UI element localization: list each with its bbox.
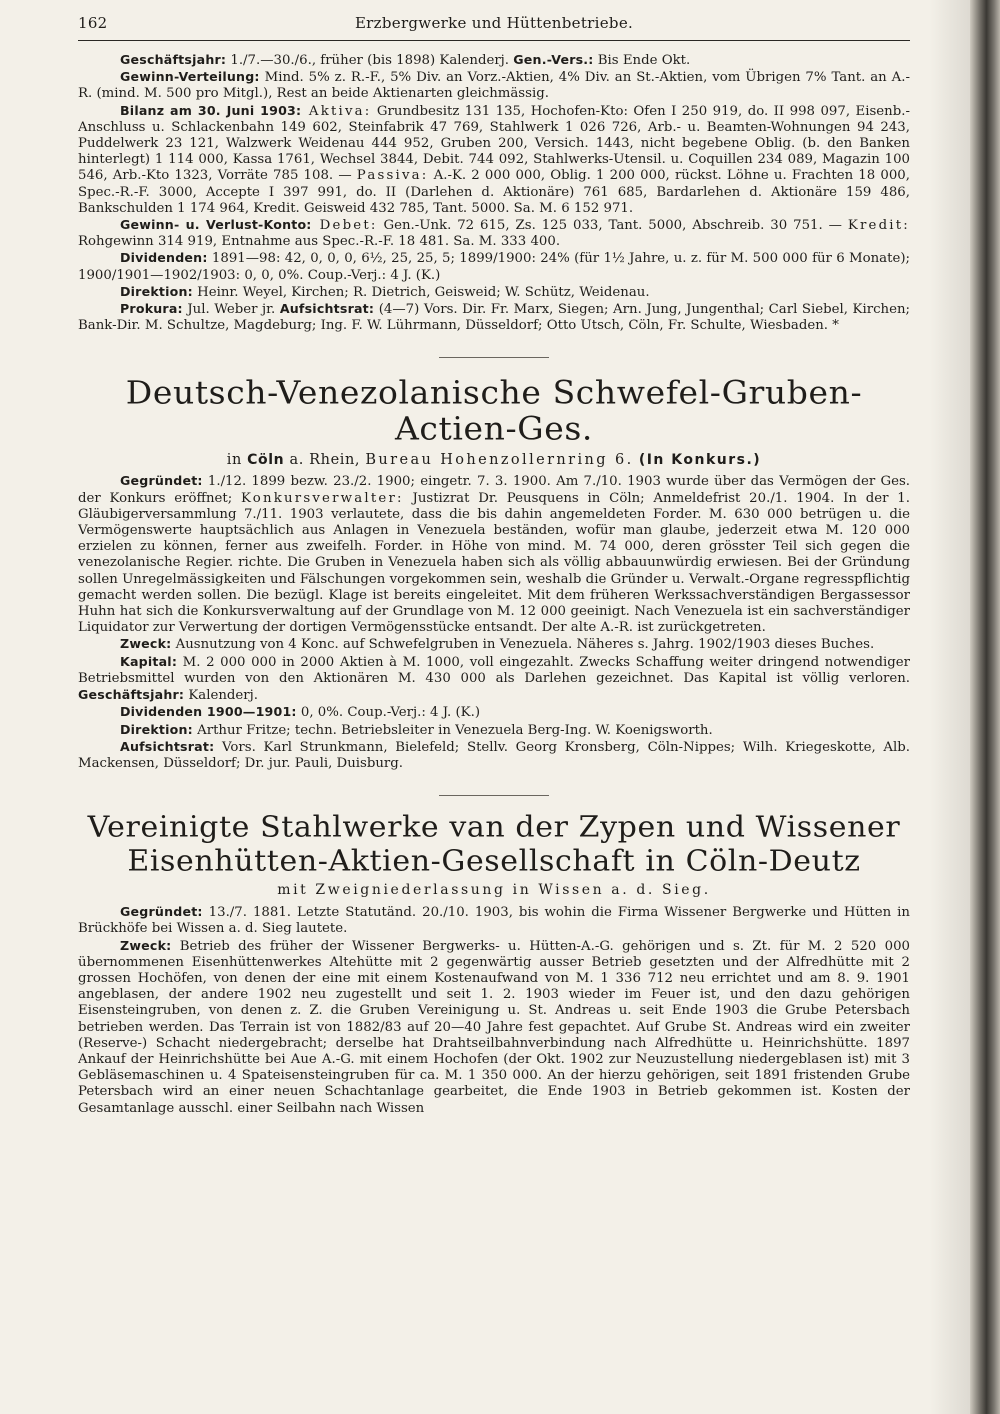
entry-paragraph: Zweck: Betrieb des früher der Wissener Bergwerks- u. Hütten-A.-G. gehörigen und s. Zt. für M. 2 520 000 übernommenen Eisenhüttenwerkes Altehütte mit 2 gegenwärtig ausser Betrieb gesetzten und der Alfredhütte mit 2 grossen Hochöfen, von denen der eine mit einem Kostenaufwand von M. 1 336 712 neu errichtet und am 8. 9. 1901 angeblasen, der andere 1902 neu zugestellt und seit 1. 2. 1903 wieder im Feuer ist, und den dazu gehörigen Eisensteingruben, von denen z. Z. die Gruben Vereinigung u. St. Andreas u. seit Ende 1903 die Grube Petersbach betrieben werden. Das Terrain ist von 1882/83 auf 20—40 Jahre fest gepachtet. Auf Grube St. Andreas wird ein zweiter (Reserve-) Schacht niedergebracht; derselbe hat Drahtseilbahnverbindung nach Alfredhütte u. Heinrichshütte. 1897 Ankauf der Heinrichshütte bei Aue A.-G. mit einem Hochofen (der Okt. 1902 zur Neuzustellung niedergeblasen ist) mit 3 Gebläsemaschinen u. 4 Spateisensteingruben für ca. M. 1 350 000. An der hierzu gehörigen, seit 1891 fristenden Grube Petersbach wird an einer neuen Schachtanlage gearbeitet, die Ende 1903 in Betrieb gekommen ist. Kosten der Gesamtanlage ausschl. einer Seilbahn nach Wissen	[78, 937, 910, 1116]
page-gutter-shadow	[930, 0, 970, 1414]
status-badge: (In Konkurs.)	[638, 452, 762, 469]
entry-paragraph: Geschäftsjahr: 1./7.—30./6., früher (bis 1898) Kalenderj. Gen.-Vers.: Bis Ende Okt.	[120, 52, 691, 68]
entry-paragraph: Bilanz am 30. Juni 1903: Aktiva: Grundbesitz 131 135, Hochofen-Kto: Ofen I 250 919, do. II 998 097, Eisenb.-Anschluss u. Schlackenbahn 149 602, Steinfabrik 47 769, Stahlwerk 1 026 726, Arb.- u. Beamten-Wohnungen 94 243, Puddelwerk 23 121, Walzwerk Weidenau 444 952, Gruben 200, Versich. 1443, nicht begebene Oblig. (b. den Banken hinterlegt) 1 114 000, Kassa 1761, Wechsel 3844, Debit. 744 092, Stahlwerks-Utensil. u. Coquillen 234 089, Magazin 100 546, Arb.-Kto 1323, Vorräte 785 108. — Passiva: A.-K. 2 000 000, Oblig. 1 200 000, rückst. Löhne u. Frachten 18 000, Spec.-R.-F. 3000, Accepte I 397 991, do. II (Darlehen d. Aktionäre) 761 685, Bardarlehen d. Aktionäre 159 486, Bankschulden 1 174 964, Kredit. Geisweid 432 785, Tant. 5000. Sa. M. 6 152 971.	[78, 102, 910, 216]
document-page	[78, 10, 910, 1406]
running-header	[78, 10, 910, 41]
section-divider	[439, 795, 549, 796]
company-entry-1	[78, 52, 910, 334]
entry-paragraph: Dividenden: 1891—98: 42, 0, 0, 0, 6½, 25, 25, 5; 1899/1900: 24% (für 1½ Jahre, u. z. für M. 500 000 für 6 Monate); 1900/1901—1902/1903: 0, 0, 0%. Coup.-Verj.: 4 J. (K.)	[78, 250, 910, 283]
book-spine	[970, 0, 1000, 1414]
entry-paragraph: Direktion: Arthur Fritze; techn. Betriebsleiter in Venezuela Berg-Ing. W. Koenigsworth.	[120, 721, 713, 738]
entry-paragraph: Direktion: Heinr. Weyel, Kirchen; R. Dietrich, Geisweid; W. Schütz, Weidenau.	[120, 283, 650, 300]
company-title: Deutsch-Venezolanische Schwefel-Gruben-Actien-Ges.	[125, 374, 863, 448]
company-title-line-2: Eisenhütten-Aktien-Gesellschaft in Cöln-Deutz	[127, 845, 861, 879]
entry-paragraph: Gewinn-Verteilung: Mind. 5% z. R.-F., 5% Div. an Vorz.-Aktien, 4% Div. an St.-Aktien, vom Übrigen 7% Tant. an A.-R. (mind. M. 500 pro Mitgl.), Rest an beide Aktienarten gleichmässig.	[78, 69, 910, 102]
running-title: Erzbergwerke und Hüttenbetriebe.	[354, 14, 634, 32]
company-subtitle: mit Zweigniederlassung in Wissen a. d. Sieg.	[277, 882, 711, 899]
section-divider	[439, 357, 549, 358]
entry-paragraph: Dividenden 1900—1901: 0, 0%. Coup.-Verj.: 4 J. (K.)	[120, 704, 481, 721]
company-entry-3	[78, 904, 910, 1117]
entry-paragraph: Gewinn- u. Verlust-Konto: Debet: Gen.-Unk. 72 615, Zs. 125 033, Tant. 5000, Abschreib. 30 751. — Kredit: Rohgewinn 314 919, Entnahme aus Spec.-R.-F. 18 481. Sa. M. 333 400.	[78, 217, 910, 250]
company-location: in Cöln a. Rhein, Bureau Hohenzollernring 6. (In Konkurs.)	[226, 452, 762, 469]
company-title-line-1: Vereinigte Stahlwerke van der Zypen und Wissener	[87, 811, 901, 845]
page-number: 162	[78, 14, 108, 32]
entry-paragraph: Prokura: Jul. Weber jr. Aufsichtsrat: (4—7) Vors. Dir. Fr. Marx, Siegen; Arn. Jung, Jungenthal; Carl Siebel, Kirchen; Bank-Dir. M. Schultze, Magdeburg; Ing. F. W. Lührmann, Düsseldorf; Otto Utsch, Cöln, Fr. Schulte, Wiesbaden. *	[78, 301, 910, 334]
entry-paragraph: Aufsichtsrat: Vors. Karl Strunkmann, Bielefeld; Stellv. Georg Kronsberg, Cöln-Nippes; Wilh. Kriegeskotte, Alb. Mackensen, Düsseldorf; Dr. jur. Pauli, Duisburg.	[78, 738, 910, 771]
company-entry-2	[78, 473, 910, 772]
entry-paragraph: Kapital: M. 2 000 000 in 2000 Aktien à M. 1000, voll eingezahlt. Zwecks Schaffung weiter dringend notwendiger Betriebsmittel wurden von den Aktionären M. 430 000 als Darlehen gezeichnet. Das Kapital ist völlig verloren. Geschäftsjahr: Kalenderj.	[78, 653, 910, 704]
entry-paragraph: Gegründet: 13./7. 1881. Letzte Statutänd. 20./10. 1903, bis wohin die Firma Wissener Bergwerke und Hütten in Brückhöfe bei Wissen a. d. Sieg lautete.	[78, 904, 910, 937]
entry-paragraph: Zweck: Ausnutzung von 4 Konc. auf Schwefelgruben in Venezuela. Näheres s. Jahrg. 1902/1903 dieses Buches.	[120, 636, 875, 653]
company-title-block	[78, 811, 910, 879]
entry-paragraph: Gegründet: 1./12. 1899 bezw. 23./2. 1900; eingetr. 7. 3. 1900. Am 7./10. 1903 wurde über das Vermögen der Ges. der Konkurs eröffnet; Konkursverwalter: Justizrat Dr. Peusquens in Cöln; Anmeldefrist 20./1. 1904. In der 1. Gläubigerversammlung 7./11. 1903 verlautete, dass die bis dahin angemeldeten Forder. M. 630 000 betrügen u. die Vermögenswerte hauptsächlich aus Anlagen in Venezuela beständen, wofür man glaube, jederzeit etwa M. 120 000 erzielen zu können, ferner aus zweifelh. Forder. in Höhe von mind. M. 74 000, deren grösster Teil sich gegen die venezolanische Regier. richte. Die Gruben in Venezuela haben sich als völlig abbauunwürdig erwiesen. Bei der Gründung sollen Unregelmässigkeiten und Fälschungen vorgekommen sein, weshalb die Gründer u. Verwalt.-Organe regresspflichtig gemacht werden sollen. Die bezügl. Klage ist bereits eingeleitet. Mit dem früheren Werkssachverständigen Bergassessor Huhn hat sich die Konkursverwaltung auf der Grundlage von M. 12 000 geeinigt. Nach Venezuela ist ein sachverständiger Liquidator zur Verwertung der dortigen Vermögensstücke entsandt. Der alte A.-R. ist zurückgetreten.	[78, 473, 910, 636]
